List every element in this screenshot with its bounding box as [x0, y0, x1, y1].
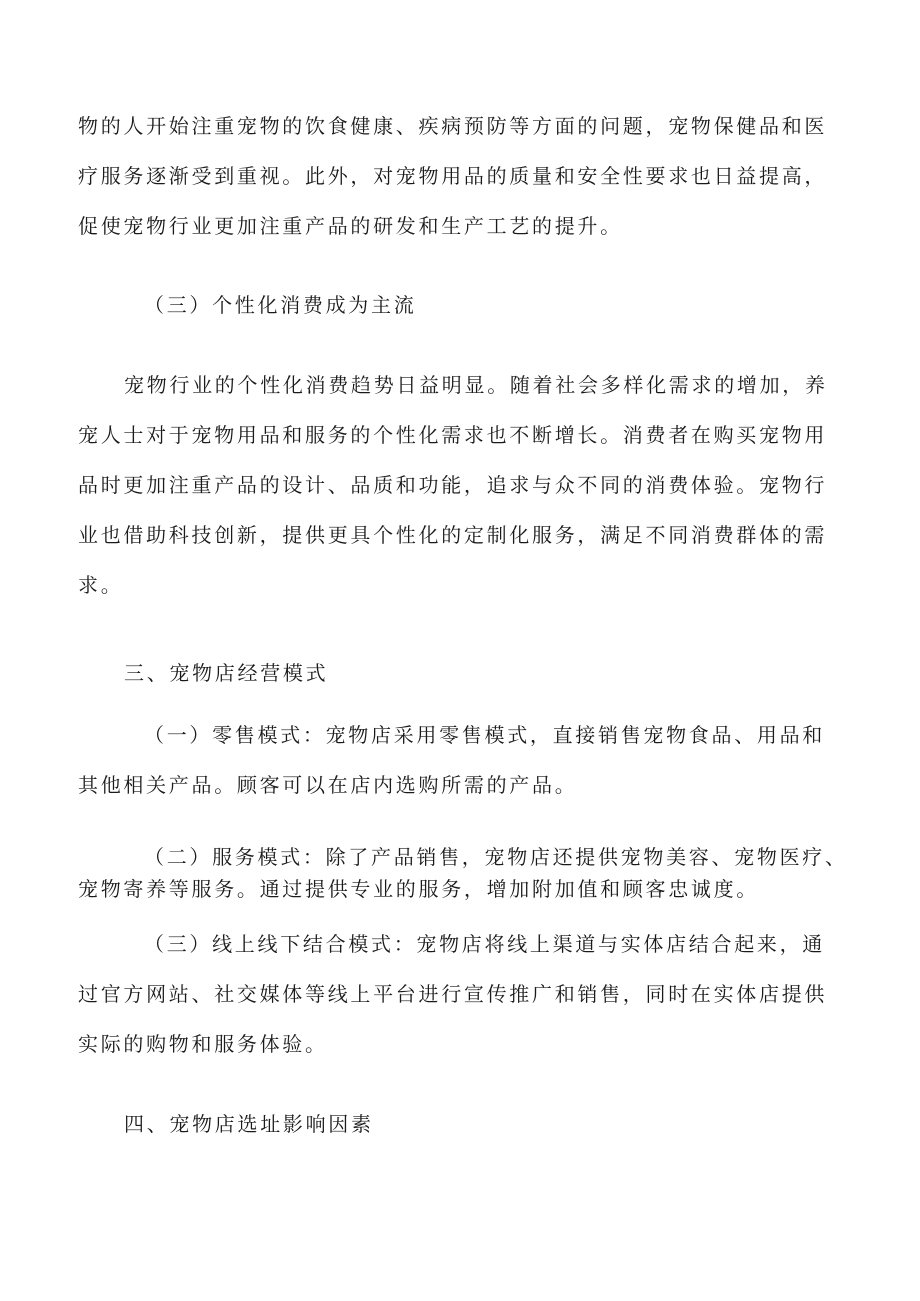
- section-heading-business-model: [78, 655, 842, 692]
- section-heading-text: 四、宠物店选址影响因素: [124, 1112, 374, 1136]
- paragraph-online-offline-model: [78, 926, 842, 1063]
- paragraph-line: 促使宠物行业更加注重产品的研发和生产工艺的提升。: [78, 214, 623, 238]
- paragraph-line: 宠物寄养等服务。通过提供专业的服务，增加附加值和顾客忠诚度。: [78, 877, 759, 901]
- paragraph-line: 疗服务逐渐受到重视。此外，对宠物用品的质量和安全性要求也日益提高，: [78, 164, 828, 188]
- paragraph-line: 业也借助科技创新，提供更具个性化的定制化服务，满足不同消费群体的需: [78, 523, 828, 547]
- paragraph-line: 宠人士对于宠物用品和服务的个性化需求也不断增长。消费者在购买宠物用: [78, 423, 828, 447]
- section-heading-personalized: [78, 287, 842, 324]
- paragraph-line: 求。: [78, 573, 124, 597]
- section-heading-text: 三、宠物店经营模式: [124, 661, 329, 685]
- paragraph-line: 其他相关产品。顾客可以在店内选购所需的产品。: [78, 773, 578, 797]
- paragraph-line: 宠物行业的个性化消费趋势日益明显。随着社会多样化需求的增加，养: [124, 373, 828, 397]
- paragraph-line: （一）零售模式：宠物店采用零售模式，直接销售宠物食品、用品和: [144, 723, 825, 747]
- paragraph-line: （二）服务模式：除了产品销售，宠物店还提供宠物美容、宠物医疗、: [144, 845, 848, 869]
- paragraph-line: 实际的购物和服务体验。: [78, 1032, 328, 1056]
- paragraph-pet-health: [78, 108, 842, 245]
- paragraph-line: （三）线上线下结合模式：宠物店将线上渠道与实体店结合起来，通: [144, 932, 825, 956]
- paragraph-service-model: [78, 839, 848, 908]
- paragraph-personalized-consumption: [78, 367, 842, 604]
- paragraph-line: 品时更加注重产品的设计、品质和功能，追求与众不同的消费体验。宠物行: [78, 473, 828, 497]
- paragraph-line: 物的人开始注重宠物的饮食健康、疾病预防等方面的问题，宠物保健品和医: [78, 114, 828, 138]
- section-heading-text: （三）个性化消费成为主流: [144, 293, 417, 317]
- paragraph-retail-model: [78, 717, 842, 804]
- section-heading-location-factors: [78, 1106, 842, 1143]
- paragraph-line: 过官方网站、社交媒体等线上平台进行宣传推广和销售，同时在实体店提供: [78, 982, 828, 1006]
